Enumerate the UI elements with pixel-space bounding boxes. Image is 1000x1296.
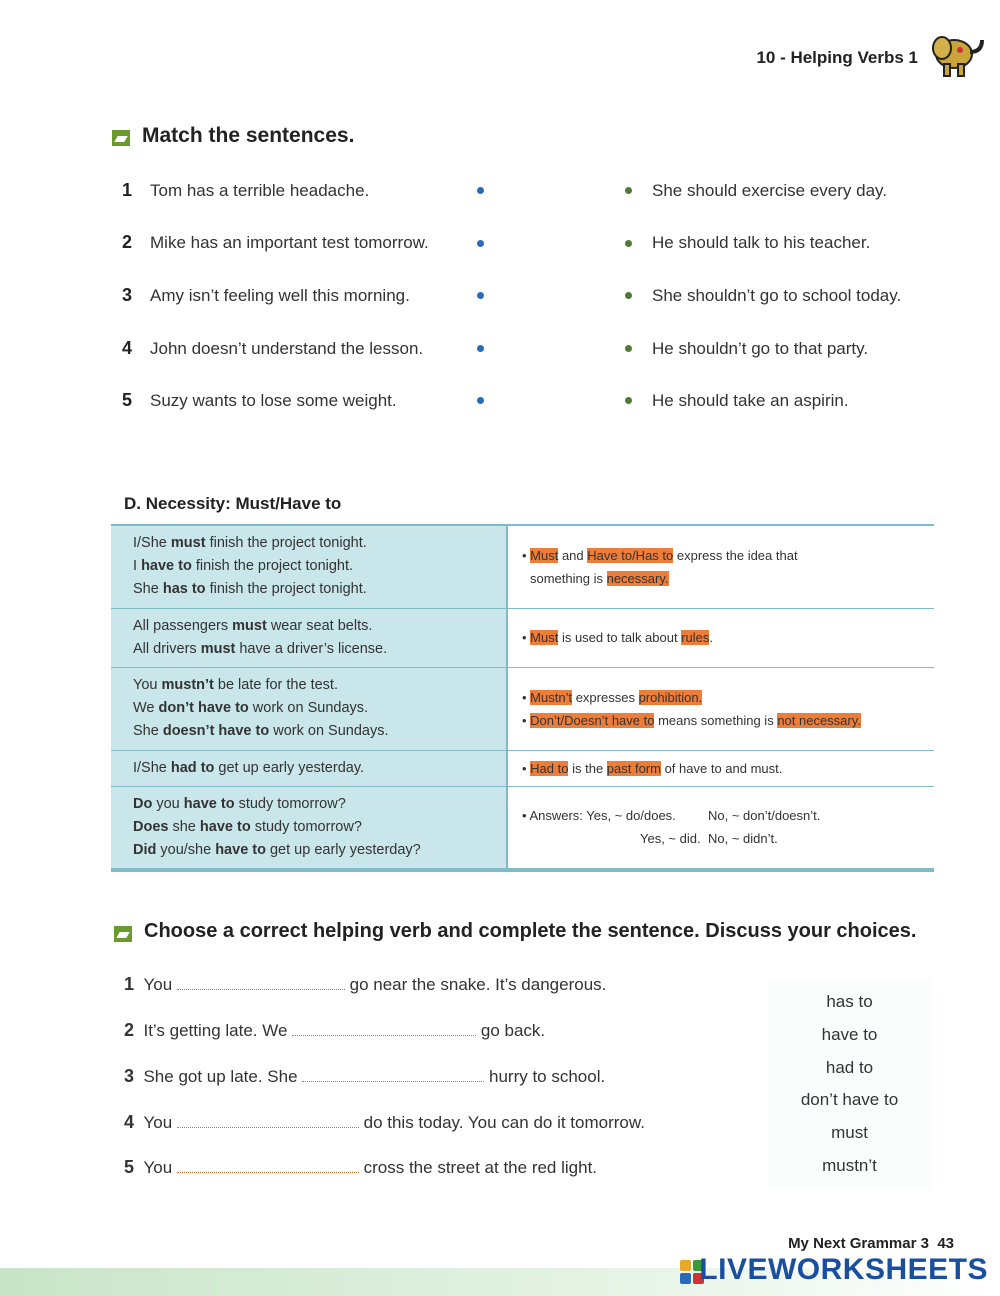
- grammar-rule-cell: • Answers: Yes, ~ do/does. No, ~ don’t/doesn’t. Yes, ~ did. No, ~ didn’t.: [507, 786, 934, 870]
- elephant-mascot-icon: [924, 30, 986, 80]
- match-right-item: She should exercise every day.: [652, 181, 887, 200]
- grammar-row: [111, 525, 934, 608]
- match-left-connector-dot[interactable]: [477, 187, 484, 194]
- match-right-connector-dot[interactable]: [625, 240, 632, 247]
- answer-blank[interactable]: [177, 1158, 359, 1173]
- match-left-item: Amy isn’t feeling well this morning.: [150, 286, 410, 305]
- grammar-rule-cell: • Mustn’t expresses prohibition. • Don’t/Doesn’t have to means something is not necessary.: [507, 667, 934, 750]
- match-right-item: He should talk to his teacher.: [652, 233, 871, 252]
- match-right-connector-dot[interactable]: [625, 397, 632, 404]
- grammar-row: [111, 608, 934, 667]
- chapter-title: 10 - Helping Verbs 1: [756, 48, 918, 67]
- grammar-row: [111, 667, 934, 750]
- exercise-item: 5 You cross the street at the red light.: [124, 1157, 598, 1177]
- match-left-connector-dot[interactable]: [477, 292, 484, 299]
- grammar-example-cell: Do you have to study tomorrow? Does she have to study tomorrow? Did you/she have to get up early yesterday?: [111, 786, 507, 870]
- grammar-table: [111, 524, 934, 872]
- grammar-row: [111, 786, 934, 870]
- match-left-connector-dot[interactable]: [477, 345, 484, 352]
- word-bank-item: don’t have to: [800, 1090, 899, 1109]
- match-right-item: He should take an aspirin.: [652, 391, 849, 410]
- match-left-item: Suzy wants to lose some weight.: [150, 391, 397, 410]
- match-right-connector-dot[interactable]: [625, 292, 632, 299]
- answer-blank[interactable]: [292, 1021, 476, 1036]
- grammar-example-cell: All passengers must wear seat belts. All drivers must have a driver’s license.: [111, 608, 507, 667]
- word-bank-item: had to: [825, 1058, 874, 1077]
- match-item-number: 5: [122, 390, 133, 410]
- grammar-example-cell: I/She had to get up early yesterday.: [111, 750, 507, 786]
- word-bank-item: has to: [826, 992, 873, 1011]
- match-left-item: John doesn’t understand the lesson.: [150, 339, 424, 358]
- book-title: My Next Grammar 3: [788, 1235, 929, 1252]
- word-bank-item: mustn’t: [822, 1156, 877, 1175]
- match-right-item: She shouldn’t go to school today.: [652, 286, 902, 305]
- grammar-example-cell: You mustn’t be late for the test. We don’t have to work on Sundays. She doesn’t have to work on Sundays.: [111, 667, 507, 750]
- match-item-number: 3: [122, 285, 133, 305]
- answer-blank[interactable]: [177, 975, 345, 990]
- exercise-item: 4 You do this today. You can do it tomorrow.: [124, 1112, 645, 1132]
- grammar-row: [111, 750, 934, 786]
- liveworksheets-brand[interactable]: LIVEWORKSHEETS: [699, 1253, 988, 1286]
- exercise-item: 1 You go near the snake. It’s dangerous.: [124, 974, 607, 994]
- match-left-connector-dot[interactable]: [477, 397, 484, 404]
- match-right-item: He shouldn’t go to that party.: [652, 339, 869, 358]
- match-left-item: Mike has an important test tomorrow.: [150, 233, 429, 252]
- grammar-rule-cell: • Had to is the past form of have to and must.: [507, 750, 934, 786]
- exercise-section-title: Choose a correct helping verb and complete the sentence. Discuss your choices.: [144, 920, 917, 942]
- match-right-connector-dot[interactable]: [625, 187, 632, 194]
- grammar-rule-cell: • Must and Have to/Has to express the idea that something is necessary.: [507, 525, 934, 608]
- exercise-item: 2 It’s getting late. We go back.: [124, 1020, 546, 1040]
- match-item-number: 1: [122, 180, 133, 200]
- section-marker-icon: [114, 926, 132, 942]
- grammar-example-cell: I/She must finish the project tonight. I have to finish the project tonight. She has to finish the project tonight.: [111, 525, 507, 608]
- match-item-number: 2: [122, 232, 133, 252]
- page-number: 43: [937, 1235, 954, 1252]
- exercise-item: 3 She got up late. She hurry to school.: [124, 1066, 606, 1086]
- answer-blank[interactable]: [177, 1113, 359, 1128]
- section-marker-icon: [112, 130, 130, 146]
- match-left-item: Tom has a terrible headache.: [150, 181, 370, 200]
- grammar-rule-cell: • Must is used to talk about rules.: [507, 608, 934, 667]
- page-footer: [788, 1235, 954, 1252]
- match-right-connector-dot[interactable]: [625, 345, 632, 352]
- grammar-title: D. Necessity: Must/Have to: [124, 494, 342, 513]
- match-left-connector-dot[interactable]: [477, 240, 484, 247]
- word-bank: [767, 980, 932, 1190]
- answer-blank[interactable]: [302, 1067, 484, 1082]
- match-section-title: Match the sentences.: [142, 124, 355, 147]
- word-bank-item: have to: [821, 1025, 878, 1044]
- word-bank-item: must: [831, 1123, 868, 1142]
- match-item-number: 4: [122, 338, 133, 358]
